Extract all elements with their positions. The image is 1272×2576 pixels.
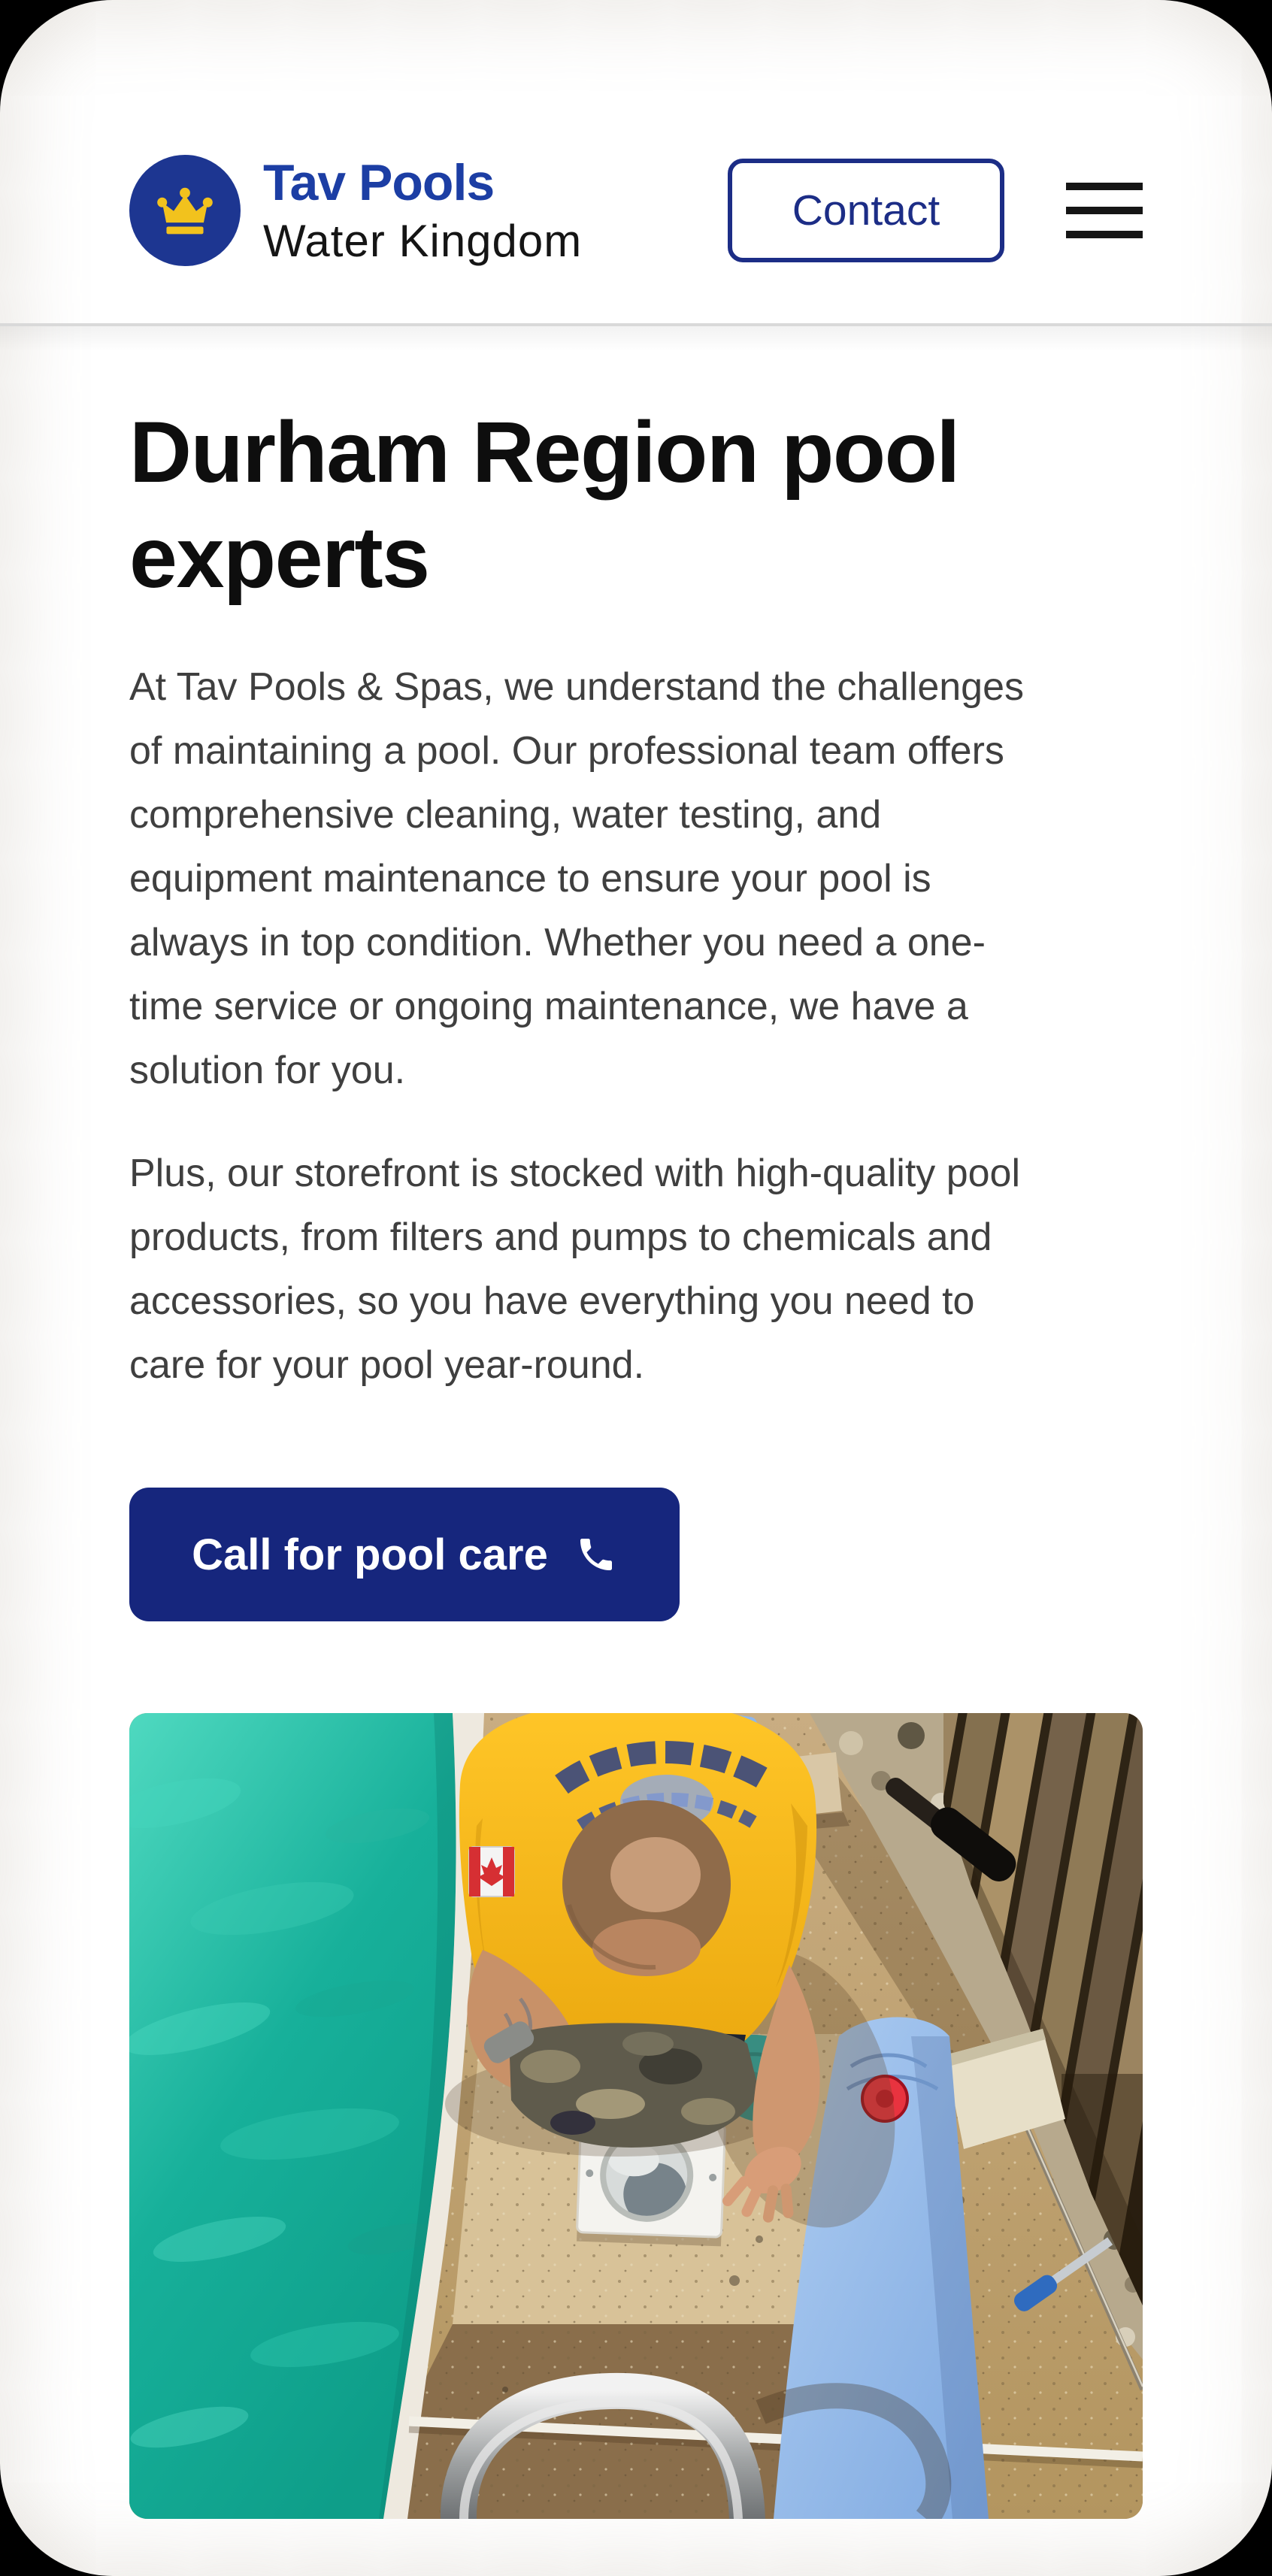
hamburger-bar [1066, 231, 1143, 238]
paragraph-line: care for your pool year-round. [129, 1343, 645, 1387]
paragraph-line: comprehensive cleaning, water testing, and [129, 793, 882, 837]
cta-label: Call for pool care [192, 1530, 548, 1579]
paragraph-line: of maintaining a pool. Our professional team offers [129, 729, 1004, 773]
brand-name: Tav Pools [263, 154, 495, 211]
header-shadow [0, 326, 1272, 352]
call-for-pool-care-button[interactable] [129, 1488, 680, 1621]
hero-photo [129, 1713, 1143, 2519]
contact-button[interactable]: Contact [728, 159, 1004, 262]
brand-text [263, 154, 583, 266]
paragraph-line: equipment maintenance to ensure your pool is [129, 857, 931, 901]
intro-paragraph-2 [129, 1142, 1143, 1397]
hamburger-bar [1066, 183, 1143, 190]
paragraph-line: solution for you. [129, 1049, 406, 1092]
paragraph-line: accessories, so you have everything you need to [129, 1279, 975, 1323]
paragraph-line: At Tav Pools & Spas, we understand the challenges [129, 665, 1025, 709]
paragraph-line: products, from filters and pumps to chemicals and [129, 1215, 992, 1259]
crown-icon [129, 155, 241, 266]
hamburger-menu-icon[interactable] [1066, 183, 1143, 238]
intro-paragraph-1 [129, 655, 1143, 1103]
hamburger-bar [1066, 207, 1143, 214]
phone-icon [575, 1533, 617, 1576]
paragraph-line: always in top condition. Whether you need a one- [129, 921, 986, 964]
site-header [0, 0, 1272, 323]
brand-subtitle: Water Kingdom [263, 216, 583, 266]
page-title: Durham Region pool experts [129, 404, 959, 606]
paragraph-line: time service or ongoing maintenance, we have a [129, 985, 968, 1028]
brand-logo[interactable] [129, 155, 582, 266]
paragraph-line: Plus, our storefront is stocked with high-quality pool [129, 1152, 1021, 1195]
hero-section [0, 400, 1272, 2519]
canada-flag-patch [469, 1847, 514, 1896]
hero-photo-illustration [129, 1713, 1143, 2519]
